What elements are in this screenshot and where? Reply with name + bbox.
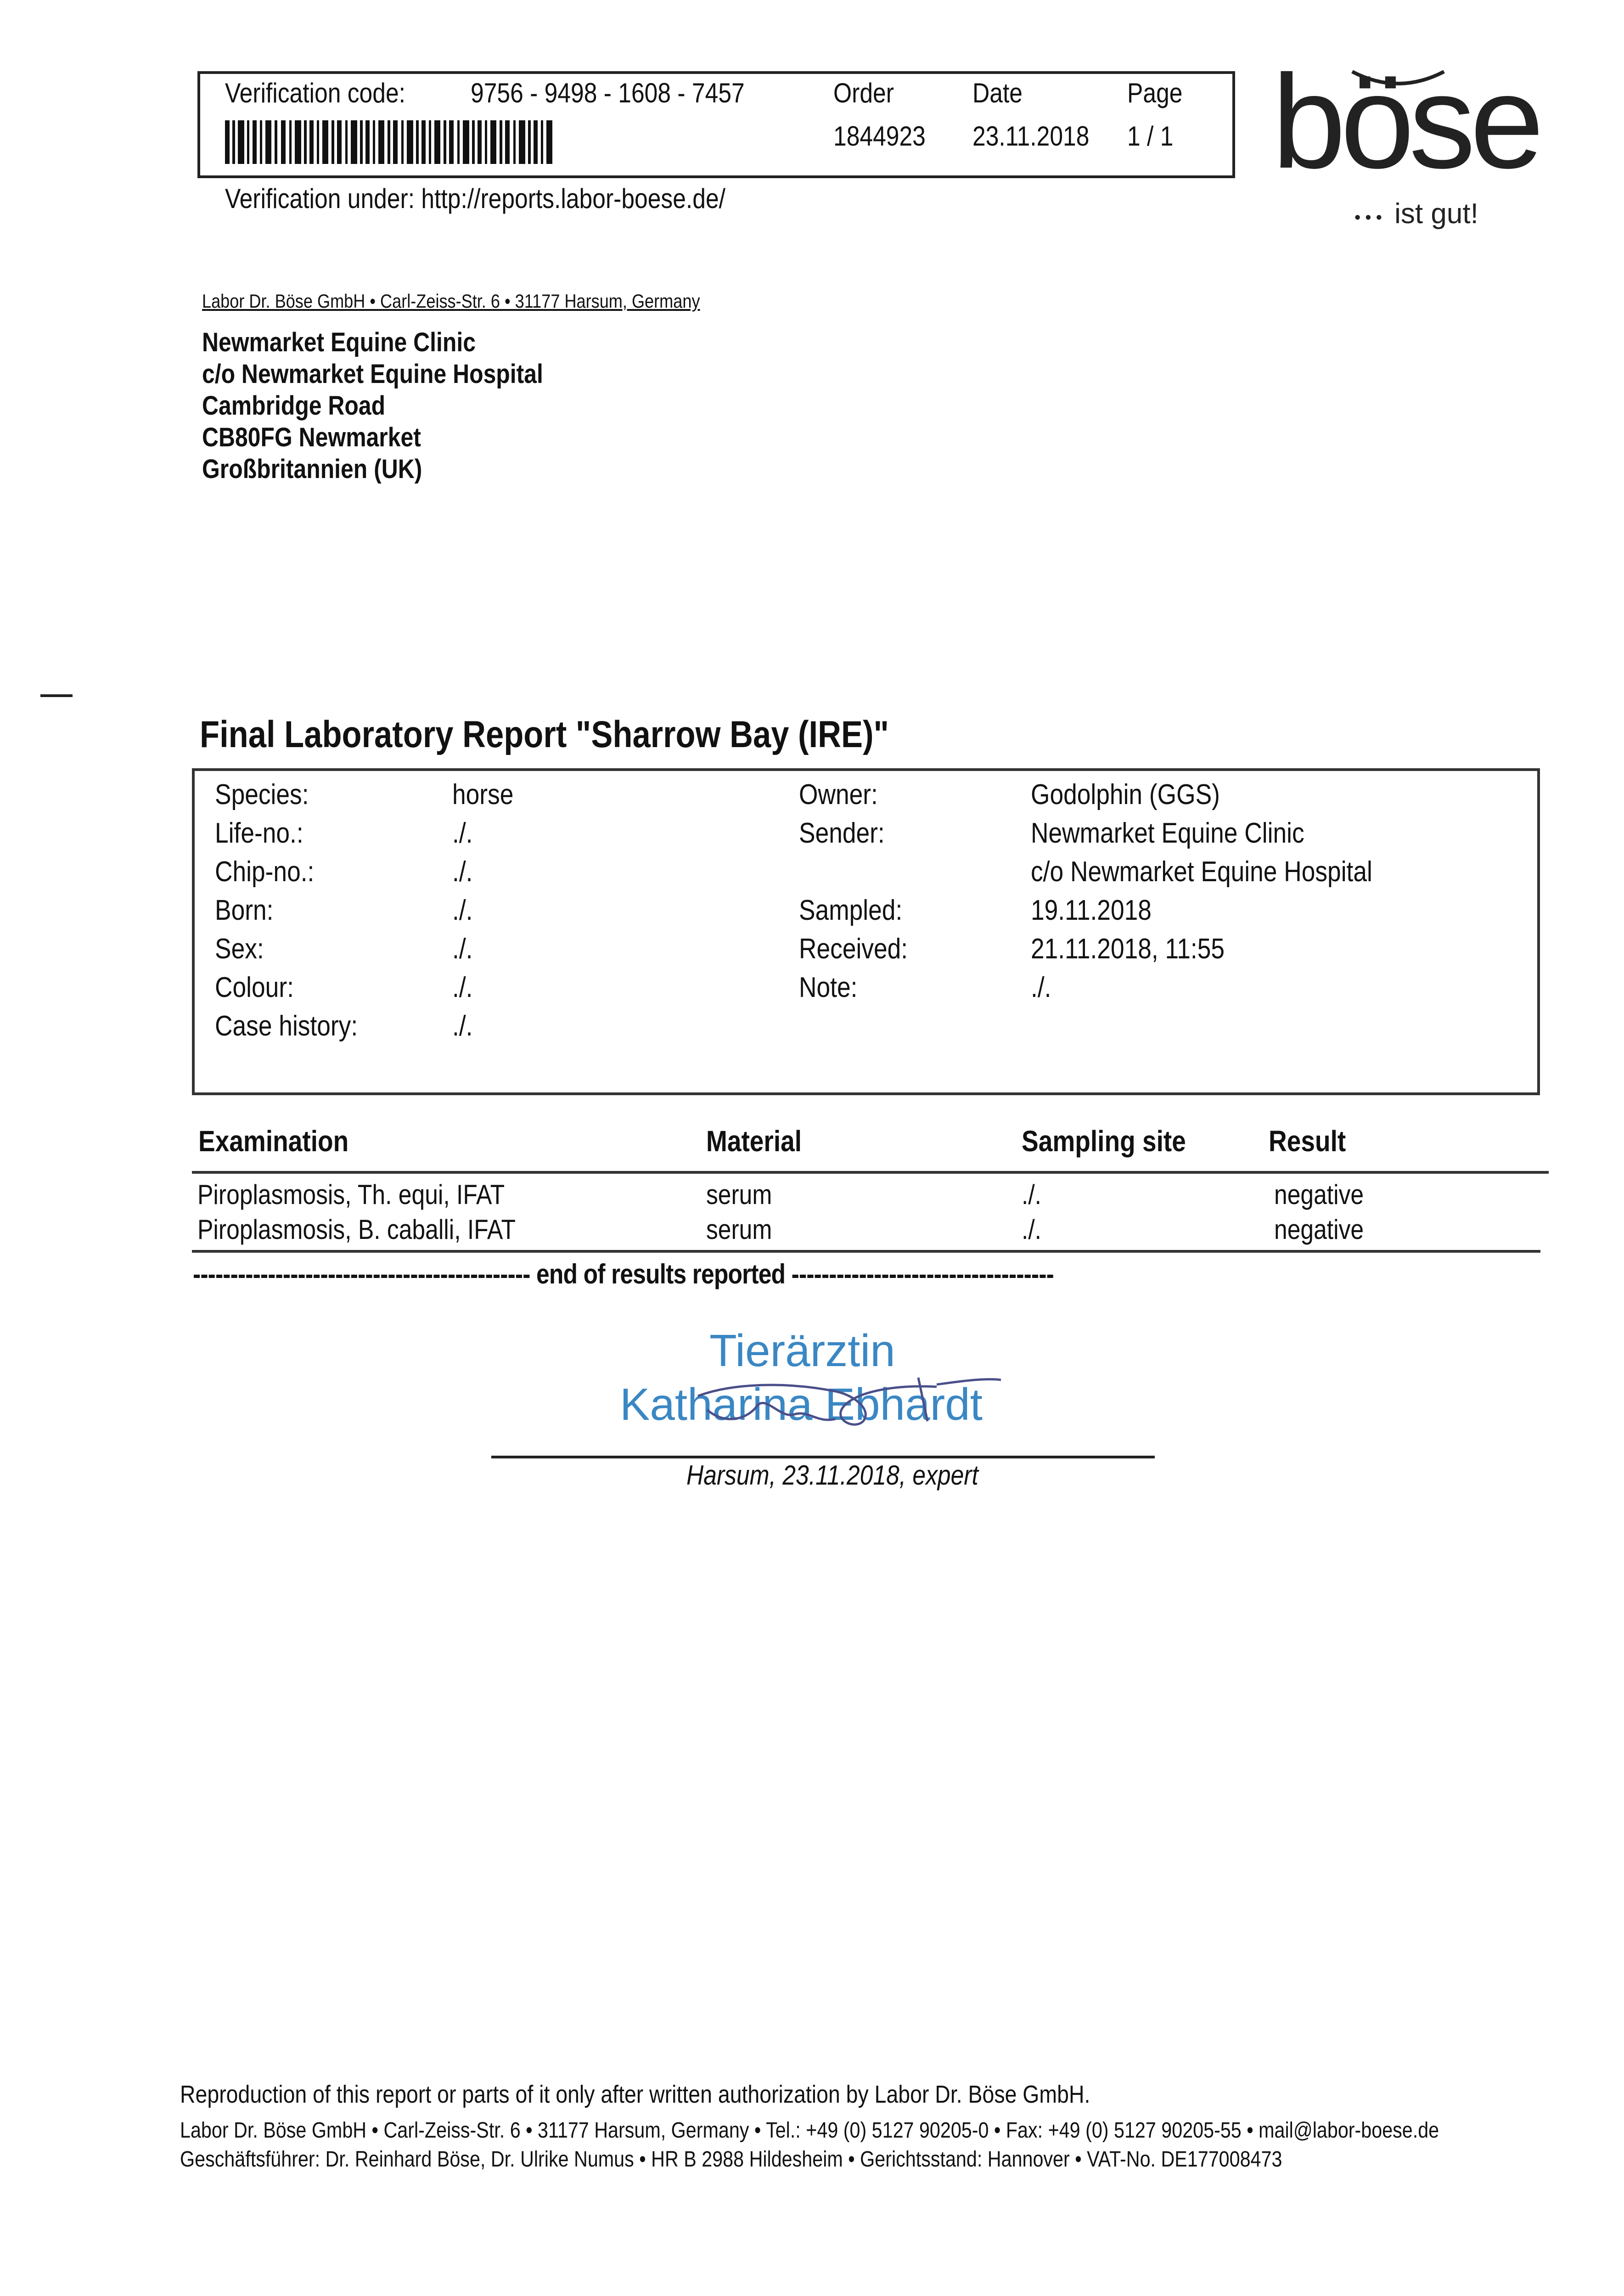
owner-label: Owner: bbox=[799, 779, 878, 810]
col-header-material: Material bbox=[706, 1125, 802, 1158]
recipient-line-1: Newmarket Equine Clinic bbox=[202, 327, 476, 357]
born-label: Born: bbox=[215, 895, 274, 926]
signature-stamp-name: Katharina Ebhardt bbox=[620, 1379, 983, 1429]
fold-mark bbox=[40, 694, 73, 697]
result-row-1-sampling-site: ./. bbox=[1022, 1179, 1042, 1210]
owner-value: Godolphin (GGS) bbox=[1031, 779, 1220, 810]
footer-contact-line: Labor Dr. Böse GmbH • Carl-Zeiss-Str. 6 • 31177 Harsum, Germany • Tel.: +49 (0) 5127 90205-0 • Fax: +49 (0) 5127 90205-55 • mail@labor-boese.de bbox=[180, 2118, 1439, 2143]
table-header-rule bbox=[192, 1171, 1549, 1174]
result-row-2-sampling-site: ./. bbox=[1022, 1214, 1042, 1245]
life-no-value: ./. bbox=[452, 817, 473, 849]
chip-no-value: ./. bbox=[452, 856, 473, 888]
recipient-line-3: Cambridge Road bbox=[202, 391, 386, 421]
signature-caption: Harsum, 23.11.2018, expert bbox=[686, 1460, 978, 1491]
sender-value-line-2: c/o Newmarket Equine Hospital bbox=[1031, 856, 1372, 888]
end-of-results-line: --------------------------------------------- end of results reported ----------------------------------- bbox=[193, 1259, 1054, 1289]
born-value: ./. bbox=[452, 895, 473, 926]
signature-line bbox=[491, 1456, 1155, 1458]
received-value: 21.11.2018, 11:55 bbox=[1031, 933, 1225, 965]
logo-tagline-text: ist gut! bbox=[1394, 198, 1478, 230]
sex-label: Sex: bbox=[215, 933, 264, 965]
result-row-2-material: serum bbox=[706, 1214, 772, 1245]
note-label: Note: bbox=[799, 972, 858, 1003]
logo-wordmark: böse bbox=[1272, 47, 1539, 196]
col-header-examination: Examination bbox=[198, 1125, 349, 1158]
recipient-line-2: c/o Newmarket Equine Hospital bbox=[202, 359, 543, 389]
chip-no-label: Chip-no.: bbox=[215, 856, 315, 888]
page-label: Page bbox=[1127, 78, 1183, 108]
recipient-line-4: CB80FG Newmarket bbox=[202, 422, 421, 452]
col-header-sampling-site: Sampling site bbox=[1022, 1125, 1186, 1158]
sender-label: Sender: bbox=[799, 817, 885, 849]
result-row-1-material: serum bbox=[706, 1179, 772, 1210]
case-history-label: Case history: bbox=[215, 1010, 358, 1042]
col-header-result: Result bbox=[1269, 1125, 1346, 1158]
table-bottom-rule bbox=[192, 1250, 1540, 1253]
signature-stamp-title: Tierärztin bbox=[709, 1325, 895, 1376]
order-value: 1844923 bbox=[833, 121, 926, 152]
logo-tagline: ••• ist gut! bbox=[1354, 198, 1478, 230]
life-no-label: Life-no.: bbox=[215, 817, 303, 849]
colour-label: Colour: bbox=[215, 972, 294, 1003]
sampled-value: 19.11.2018 bbox=[1031, 895, 1152, 926]
note-value: ./. bbox=[1031, 972, 1051, 1003]
verification-url: Verification under: http://reports.labor-boese.de/ bbox=[225, 183, 725, 214]
verification-code-label: Verification code: bbox=[225, 78, 405, 108]
order-label: Order bbox=[833, 78, 894, 108]
result-row-1-result: negative bbox=[1274, 1179, 1364, 1210]
sender-value-line-1: Newmarket Equine Clinic bbox=[1031, 817, 1304, 849]
received-label: Received: bbox=[799, 933, 908, 965]
recipient-line-5: Großbritannien (UK) bbox=[202, 454, 422, 484]
sender-address-line: Labor Dr. Böse GmbH • Carl-Zeiss-Str. 6 • 31177 Harsum, Germany bbox=[202, 290, 700, 312]
result-row-2-result: negative bbox=[1274, 1214, 1364, 1245]
species-label: Species: bbox=[215, 779, 309, 810]
colour-value: ./. bbox=[452, 972, 473, 1003]
footer-legal-line: Geschäftsführer: Dr. Reinhard Böse, Dr. Ulrike Numus • HR B 2988 Hildesheim • Gerichtsstand: Hannover • VAT-No. DE177008473 bbox=[180, 2147, 1282, 2172]
page-value: 1 / 1 bbox=[1127, 121, 1174, 152]
date-label: Date bbox=[972, 78, 1023, 108]
barcode bbox=[225, 120, 556, 164]
footer-reproduction-notice: Reproduction of this report or parts of it only after written authorization by Labor Dr. Böse GmbH. bbox=[180, 2081, 1090, 2108]
report-title: Final Laboratory Report "Sharrow Bay (IRE)" bbox=[200, 714, 889, 755]
verification-code: 9756 - 9498 - 1608 - 7457 bbox=[471, 78, 745, 108]
logo-smile-icon bbox=[1350, 68, 1446, 96]
result-row-1-examination: Piroplasmosis, Th. equi, IFAT bbox=[197, 1179, 505, 1210]
species-value: horse bbox=[452, 779, 514, 810]
sex-value: ./. bbox=[452, 933, 473, 965]
sampled-label: Sampled: bbox=[799, 895, 903, 926]
handwritten-signature bbox=[680, 1341, 1010, 1446]
result-row-2-examination: Piroplasmosis, B. caballi, IFAT bbox=[197, 1214, 516, 1245]
date-value: 23.11.2018 bbox=[972, 121, 1090, 152]
case-history-value: ./. bbox=[452, 1010, 473, 1042]
